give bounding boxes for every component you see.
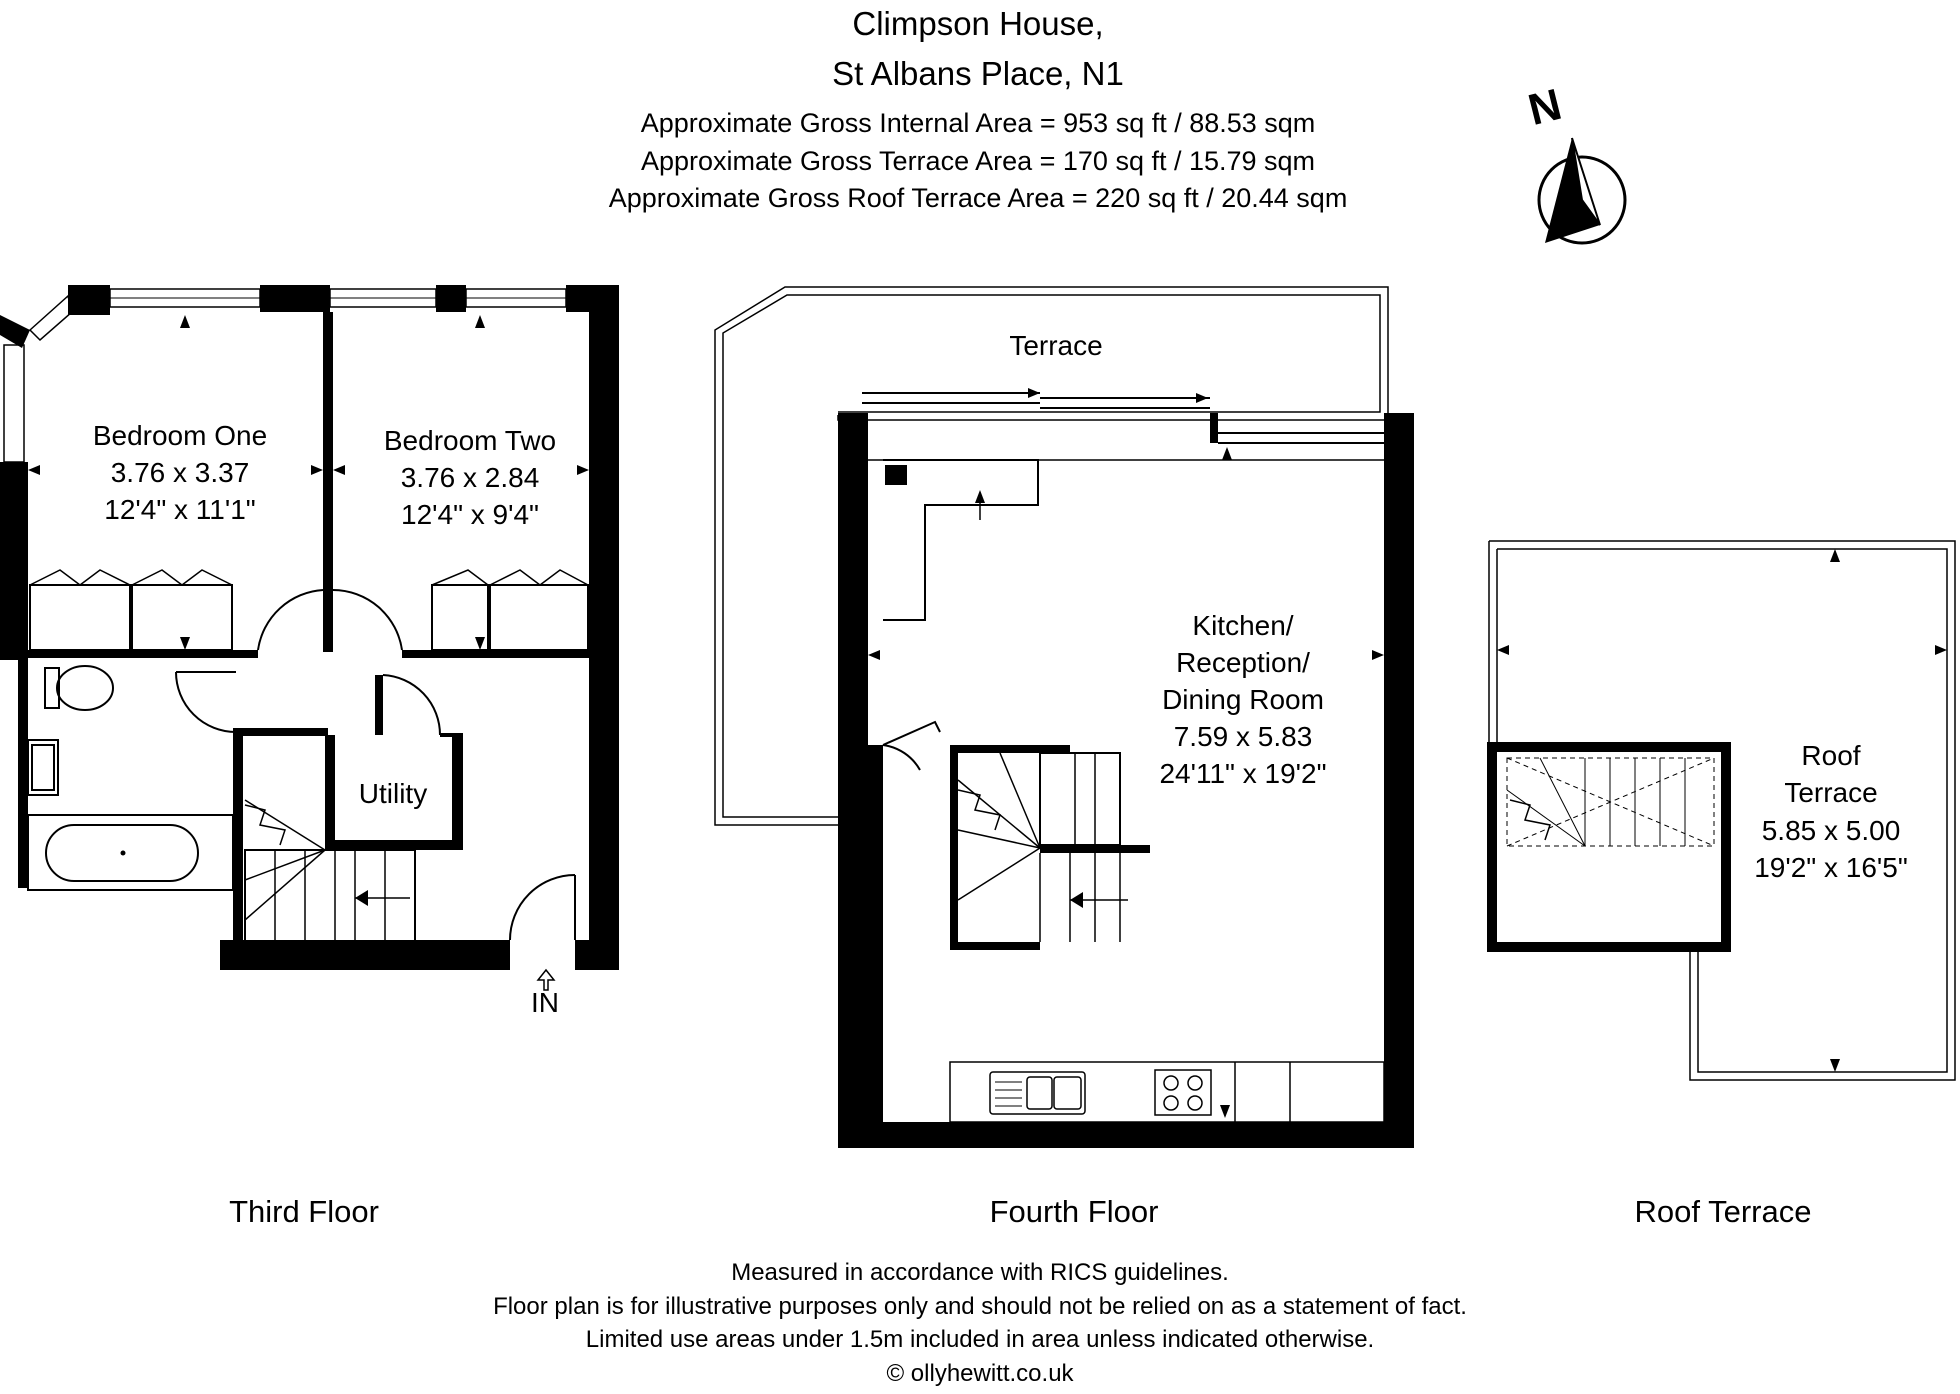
bedroom-two-metric: 3.76 x 2.84 — [400, 462, 540, 493]
fourth-floor-label: Fourth Floor — [989, 1194, 1159, 1229]
roof-terrace-plan — [1489, 541, 1955, 1229]
property-address: St Albans Place, N1 — [832, 55, 1124, 92]
north-label: N — [1523, 79, 1567, 136]
header — [609, 5, 1348, 213]
roof-terrace-floor-label: Roof Terrace — [1634, 1194, 1812, 1229]
gross-roof-terrace-area: Approximate Gross Roof Terrace Area = 220 sq ft / 20.44 sqm — [608, 183, 1348, 213]
third-floor-label: Third Floor — [229, 1194, 379, 1229]
terrace-label: Terrace — [1009, 330, 1103, 361]
roof-terrace-name-line1: Roof — [1801, 740, 1861, 771]
gross-internal-area: Approximate Gross Internal Area = 953 sq ft / 88.53 sqm — [640, 108, 1316, 138]
kitchen-name-line2: Reception/ — [1176, 647, 1310, 678]
footer-notes — [493, 1259, 1467, 1387]
footer-rics-note: Measured in accordance with RICS guidelines. — [731, 1259, 1229, 1286]
utility-label: Utility — [358, 778, 428, 809]
kitchen-metric: 7.59 x 5.83 — [1173, 721, 1313, 752]
fourth-floor-plan — [715, 287, 1414, 1229]
footer-copyright: © ollyhewitt.co.uk — [886, 1360, 1074, 1387]
footer-limited-use-note: Limited use areas under 1.5m included in area unless indicated otherwise. — [585, 1326, 1375, 1353]
gross-terrace-area: Approximate Gross Terrace Area = 170 sq ft / 15.79 sqm — [640, 146, 1316, 176]
kitchen-imperial: 24'11" x 19'2" — [1159, 758, 1327, 789]
roof-terrace-metric: 5.85 x 5.00 — [1761, 815, 1901, 846]
bedroom-two-imperial: 12'4" x 9'4" — [401, 499, 539, 530]
north-arrow-icon — [1524, 80, 1625, 243]
roof-terrace-imperial: 19'2" x 16'5" — [1754, 852, 1908, 883]
entrance-label: IN — [531, 987, 559, 1018]
kitchen-name-line1: Kitchen/ — [1192, 610, 1294, 641]
bedroom-one-name: Bedroom One — [92, 420, 268, 451]
bedroom-one-metric: 3.76 x 3.37 — [110, 457, 250, 488]
property-name: Climpson House, — [852, 5, 1104, 42]
bedroom-one-imperial: 12'4" x 11'1" — [104, 494, 256, 525]
roof-terrace-name-line2: Terrace — [1784, 777, 1878, 808]
kitchen-name-line3: Dining Room — [1162, 684, 1324, 715]
third-floor-plan — [0, 285, 619, 1229]
footer-disclaimer: Floor plan is for illustrative purposes only and should not be relied on as a statement of fact. — [493, 1293, 1467, 1320]
bedroom-two-name: Bedroom Two — [383, 425, 557, 456]
